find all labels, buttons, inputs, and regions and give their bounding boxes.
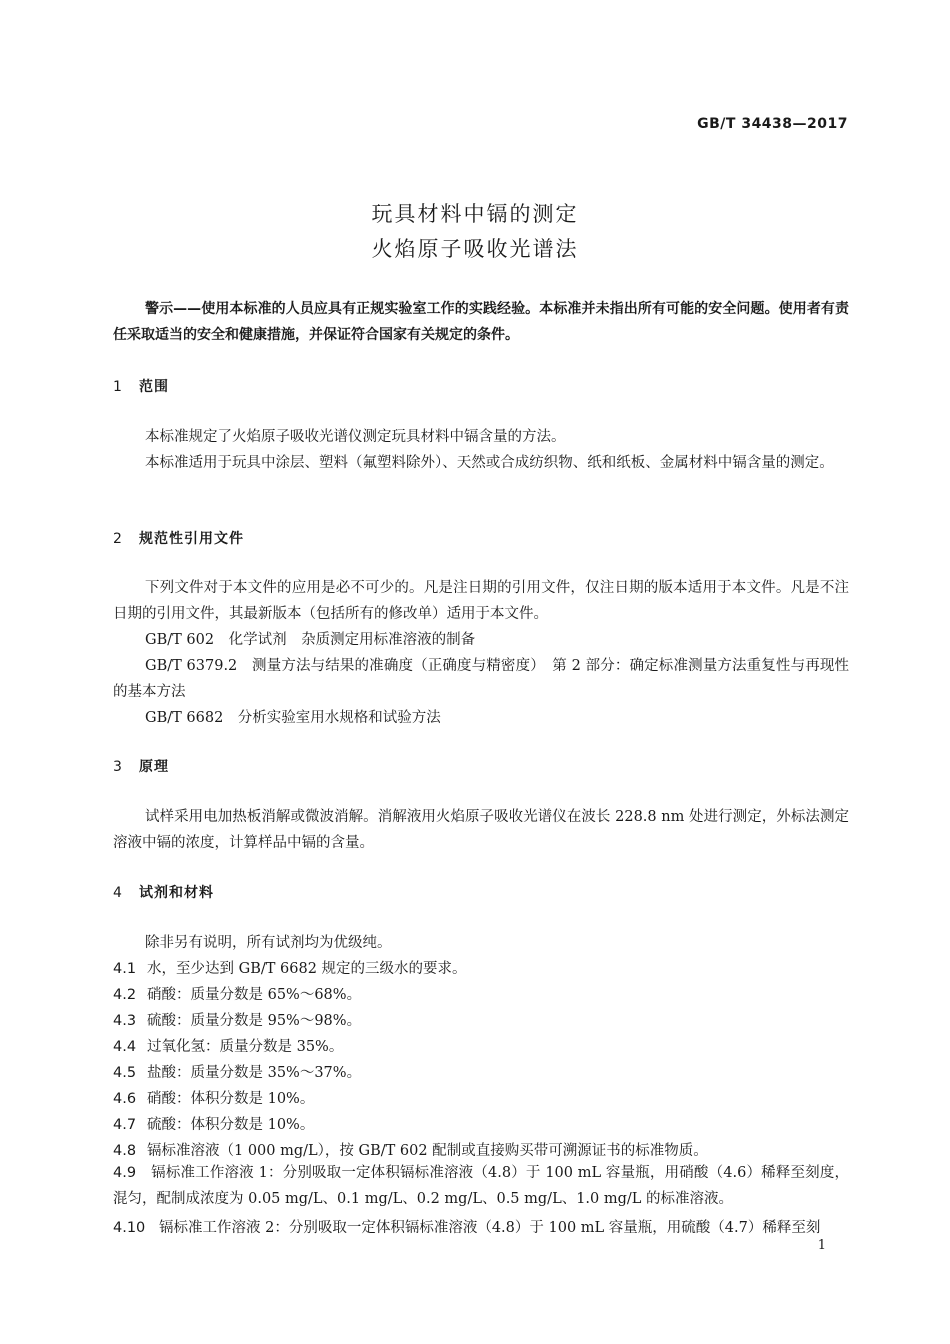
reagent-item (113, 1216, 820, 1237)
reference-item: GB/T 6682 分析实验室用水规格和试验方法 (145, 710, 441, 726)
clause-text: 镉标准溶液（1 000 mg/L），按 GB/T 602 配制或直接购买带可溯源证书的标准物质。 (147, 1143, 708, 1159)
scope-paragraph-1: 本标准规定了火焰原子吸收光谱仪测定玩具材料中镉含量的方法。 (145, 429, 566, 445)
section-heading-scope (113, 376, 169, 396)
section-heading-normative-references (113, 528, 244, 548)
section-title: 试剂和材料 (139, 885, 214, 901)
section-title: 规范性引用文件 (139, 531, 244, 547)
clause-number: 4.8 (113, 1143, 137, 1159)
reagent-item (113, 1139, 708, 1160)
page-number: 1 (817, 1238, 826, 1253)
clause-text: 水，至少达到 GB/T 6682 规定的三级水的要求。 (147, 961, 467, 977)
warning-paragraph: 警示——使用本标准的人员应具有正规实验室工作的实践经验。本标准并未指出所有可能的安全问题。使用者有责任采取适当的安全和健康措施，并保证符合国家有关规定的条件。 (113, 301, 849, 343)
clause-number: 4.2 (113, 987, 137, 1003)
clause-number: 4.9 (113, 1165, 137, 1181)
clause-number: 4.3 (113, 1013, 137, 1029)
title-line-2: 火焰原子吸收光谱法 (371, 237, 579, 261)
clause-text: 镉标准工作溶液 1：分别吸取一定体积镉标准溶液（4.8）于 100 mL 容量瓶，用硝酸（4.6）稀释至刻度，混匀，配制成浓度为 0.05 mg/L、0.1 mg/L、0.2 mg/L、0.5 mg/L、1.0 mg/L 的标准溶液。 (113, 1165, 849, 1207)
clause-number: 4.4 (113, 1039, 137, 1055)
section-title: 原理 (139, 759, 169, 775)
reference-item: GB/T 602 化学试剂 杂质测定用标准溶液的制备 (145, 632, 476, 648)
standard-number: GB/T 34438—2017 (697, 116, 848, 132)
clause-text: 镉标准工作溶液 2：分别吸取一定体积镉标准溶液（4.8）于 100 mL 容量瓶，用硫酸（4.7）稀释至刻 (159, 1220, 821, 1236)
reagent-item (113, 1061, 361, 1082)
clause-number: 4.10 (113, 1220, 146, 1236)
scope-paragraph-2: 本标准适用于玩具中涂层、塑料（氟塑料除外）、天然或合成纺织物、纸和纸板、金属材料中镉含量的测定。 (145, 455, 834, 471)
section-heading-principle (113, 756, 169, 776)
reagent-item (113, 1009, 361, 1030)
reagent-item (113, 1160, 849, 1212)
section-number: 2 (113, 531, 123, 547)
clause-number: 4.7 (113, 1117, 137, 1133)
title-line-1: 玩具材料中镉的测定 (371, 202, 579, 226)
clause-text: 硫酸：体积分数是 10%。 (147, 1117, 315, 1133)
section-number: 1 (113, 379, 123, 395)
section-number: 4 (113, 885, 123, 901)
references-intro-paragraph: 下列文件对于本文件的应用是必不可少的。凡是注日期的引用文件，仅注日期的版本适用于本文件。凡是不注日期的引用文件，其最新版本（包括所有的修改单）适用于本文件。 (113, 580, 849, 622)
reagent-item (113, 1035, 343, 1056)
clause-text: 硝酸：质量分数是 65%～68%。 (147, 987, 362, 1003)
reagent-item (113, 983, 361, 1004)
section-heading-reagents (113, 882, 214, 902)
clause-number: 4.5 (113, 1065, 137, 1081)
clause-number: 4.6 (113, 1091, 137, 1107)
clause-text: 过氧化氢：质量分数是 35%。 (147, 1039, 344, 1055)
clause-text: 硝酸：体积分数是 10%。 (147, 1091, 315, 1107)
reagents-intro: 除非另有说明，所有试剂均为优级纯。 (145, 935, 392, 951)
section-number: 3 (113, 759, 123, 775)
principle-paragraph: 试样采用电加热板消解或微波消解。消解液用火焰原子吸收光谱仪在波长 228.8 nm 处进行测定，外标法测定溶液中镉的浓度，计算样品中镉的含量。 (113, 809, 849, 851)
reference-item: GB/T 6379.2 测量方法与结果的准确度（正确度与精密度） 第 2 部分：确定标准测量方法重复性与再现性的基本方法 (113, 658, 849, 700)
clause-number: 4.1 (113, 961, 137, 977)
clause-text: 盐酸：质量分数是 35%～37%。 (147, 1065, 362, 1081)
reagent-item (113, 1087, 314, 1108)
reagent-item (113, 957, 467, 978)
reagent-item (113, 1113, 314, 1134)
clause-text: 硫酸：质量分数是 95%～98%。 (147, 1013, 362, 1029)
section-title: 范围 (139, 379, 169, 395)
